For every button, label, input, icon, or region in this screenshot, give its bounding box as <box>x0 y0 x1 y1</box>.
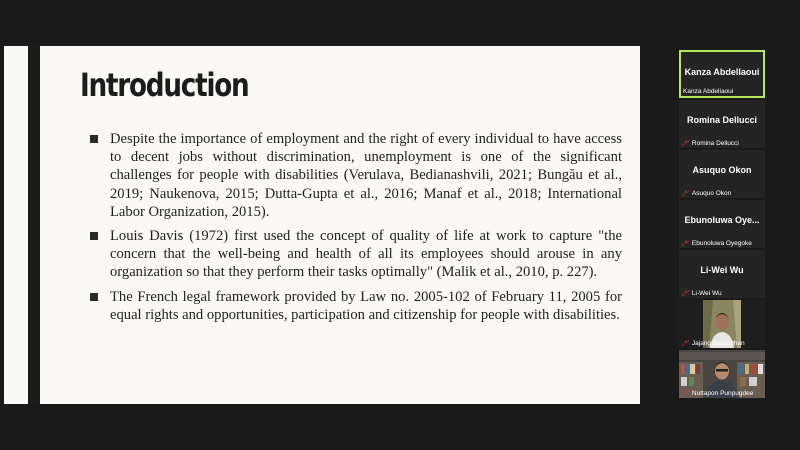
participant-video-tile[interactable] <box>679 350 765 398</box>
participant-tile[interactable] <box>679 200 765 248</box>
square-bullet-icon <box>90 232 98 240</box>
participant-display-name: Kanza Abdellaoui <box>684 67 760 77</box>
participant-name-label: 🎤︎ Li-Wei Wu <box>681 290 722 297</box>
bullet-text: Louis Davis (1972) first used the concept of quality of life at work to capture "the concern that the well-being and health of all its employees should arouse in any organization so that they perform their tasks optimally" (Malik et al., 2010, p. 227). <box>110 228 622 281</box>
muted-mic-icon: 🎤︎ <box>681 140 690 147</box>
participant-gallery <box>679 50 765 400</box>
participant-name-label: 🎤︎ Romina Dellucci <box>681 140 739 147</box>
slide-side-band <box>28 46 40 404</box>
participant-name-label: Kanza Abdellaoui <box>683 88 734 95</box>
participant-name-label: 🎤︎ Asuquo Okon <box>681 190 732 197</box>
bullet-text: The French legal framework provided by Law no. 2005-102 of February 11, 2005 for equal rights and opportunities, participation and citizenship for people with disabilities. <box>110 288 622 323</box>
square-bullet-icon <box>90 293 98 301</box>
muted-mic-icon: 🎤︎ <box>681 390 690 397</box>
participant-tile[interactable] <box>679 100 765 148</box>
participant-tile-active-speaker[interactable] <box>679 50 765 98</box>
participant-display-name: Romina Dellucci <box>686 115 758 125</box>
participant-name-label: 🎤︎ Ebunoluwa Oyegoke <box>681 240 752 247</box>
participant-display-name: Ebunoluwa Oye... <box>684 215 760 225</box>
square-bullet-icon <box>90 135 98 143</box>
slide-bullet <box>90 130 622 221</box>
muted-mic-icon: 🎤︎ <box>681 190 690 197</box>
slide-title: Introduction <box>80 66 249 104</box>
participant-tile[interactable] <box>679 250 765 298</box>
muted-mic-icon: 🎤︎ <box>681 240 690 247</box>
participant-tile[interactable] <box>679 150 765 198</box>
bullet-text: Despite the importance of employment and the right of every individual to have access to decent jobs without discrimination, unemployment is one of the significant challenges for people with disabilities (Verulava, Bedianashvili, 2021; Bungău et al., 2019; Naukenova, 2015; Dutta-Gupta et al., 2016; Manaf et al., 2018; International Labor Organization, 2015). <box>110 131 622 220</box>
muted-mic-icon: 🎤︎ <box>681 290 690 297</box>
participant-display-name: Li-Wei Wu <box>700 265 744 275</box>
participant-display-name: Asuquo Okon <box>692 165 752 175</box>
slide-bullet <box>90 288 622 324</box>
participant-video-tile[interactable] <box>679 300 765 348</box>
shared-slide <box>4 46 640 404</box>
slide-bullet-list <box>90 130 622 330</box>
participant-name-label: 🎤︎ Jajang Ramadhan <box>681 340 745 347</box>
muted-mic-icon: 🎤︎ <box>681 340 690 347</box>
slide-bullet <box>90 227 622 282</box>
participant-name-label: 🎤︎ Nuttapon Punpugdee <box>681 390 754 397</box>
